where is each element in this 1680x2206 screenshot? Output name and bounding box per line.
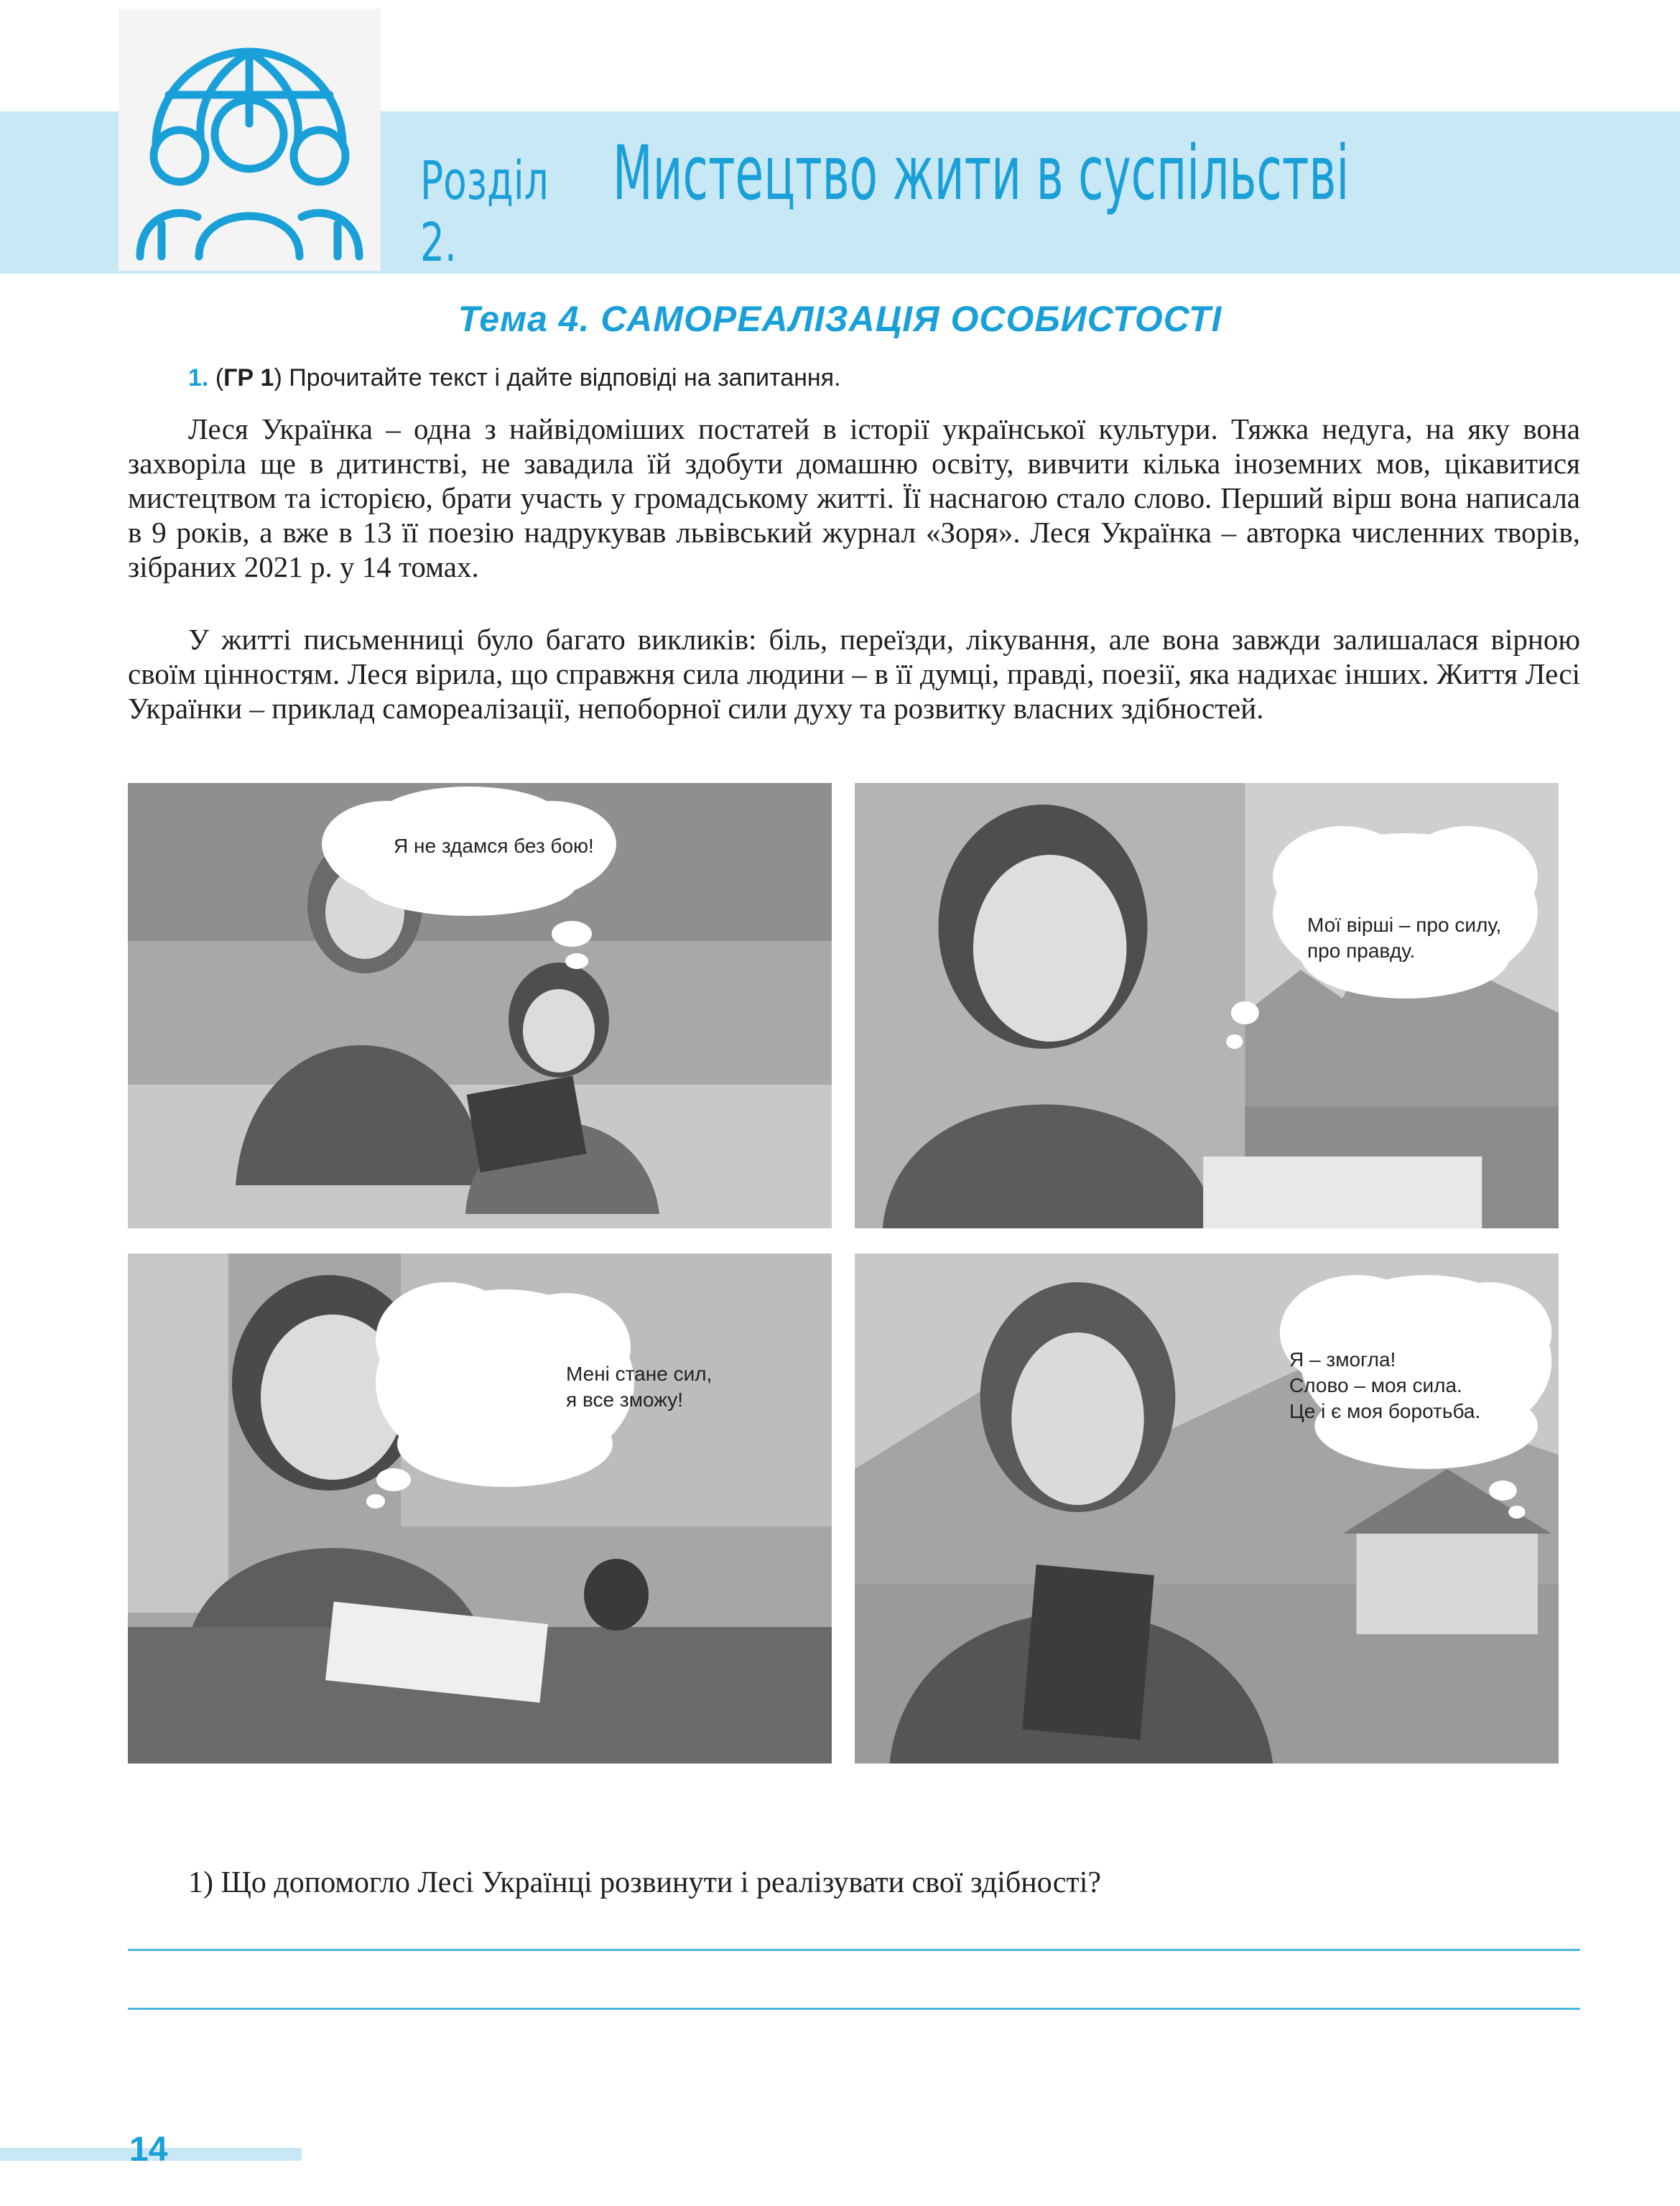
comic-panel-2 [855, 783, 1559, 1228]
comic-panel-1 [128, 783, 832, 1228]
comic-panel-4 [855, 1253, 1559, 1764]
page-number: 14 [129, 2131, 168, 2169]
answer-line-1[interactable] [128, 1949, 1580, 1951]
section-name: Мистецтво жити в суспільстві [613, 129, 1350, 217]
task-text: ) Прочитайте текст і дайте відповіді на запитання. [274, 364, 841, 391]
speech-text-4: Я – змогла! Слово – моя сила. Це і є моя боротьба. [1289, 1348, 1481, 1422]
speech-text-3: Мені стане сил, я все зможу! [566, 1363, 713, 1411]
thought-bubble-2 [855, 783, 1559, 1228]
task-instruction [188, 364, 841, 392]
topic-title: Тема 4. САМОРЕАЛІЗАЦІЯ ОСОБИСТОСТІ [458, 299, 1222, 339]
speech-text-2: Мої вірші – про силу, про правду. [1307, 914, 1502, 962]
thought-bubble-4 [855, 1253, 1559, 1764]
thought-bubble-3 [128, 1253, 832, 1764]
globe-people-icon [119, 9, 381, 271]
comic-panel-3 [128, 1253, 832, 1764]
speech-text-1: Я не здамся без бою! [394, 835, 594, 857]
task-group-open: ( [215, 364, 224, 391]
task-group: ГР 1 [223, 364, 274, 391]
question-1: 1) Що допомогло Лесі Українці розвинути і реалізувати свої здібності? [188, 1866, 1102, 1899]
task-number: 1. [188, 364, 209, 391]
section-label: Розділ 2. [420, 150, 549, 274]
section-title [420, 129, 1680, 274]
paragraph-2: У житті письменниці було багато викликів: біль, переїзди, лікування, але вона завжди залишалася вірною своїм цінностям. Леся вірила, що справжня сила людини – в її думці, правді, поезії, яка надихає інших. Життя Лесі Українки – приклад самореалізації, непоборної сили духу та розвитку власних здібностей. [128, 623, 1580, 725]
paragraph-1: Леся Українка – одна з найвідоміших постатей в історії української культури. Тяжка недуга, на яку вона захворіла ще в дитинстві, не завадила їй здобути домашню освіту, вивчити кілька іноземних мов, цікавитися мистецтвом та історією, брати участь у громадському житті. Її наснагою стало слово. Перший вірш вона написала в 9 років, а вже в 13 її поезію надрукував львівський журнал «Зоря». Леся Українка – авторка численних творів, зібраних 2021 р. у 14 томах. [128, 412, 1580, 583]
answer-line-2[interactable] [128, 2008, 1580, 2010]
